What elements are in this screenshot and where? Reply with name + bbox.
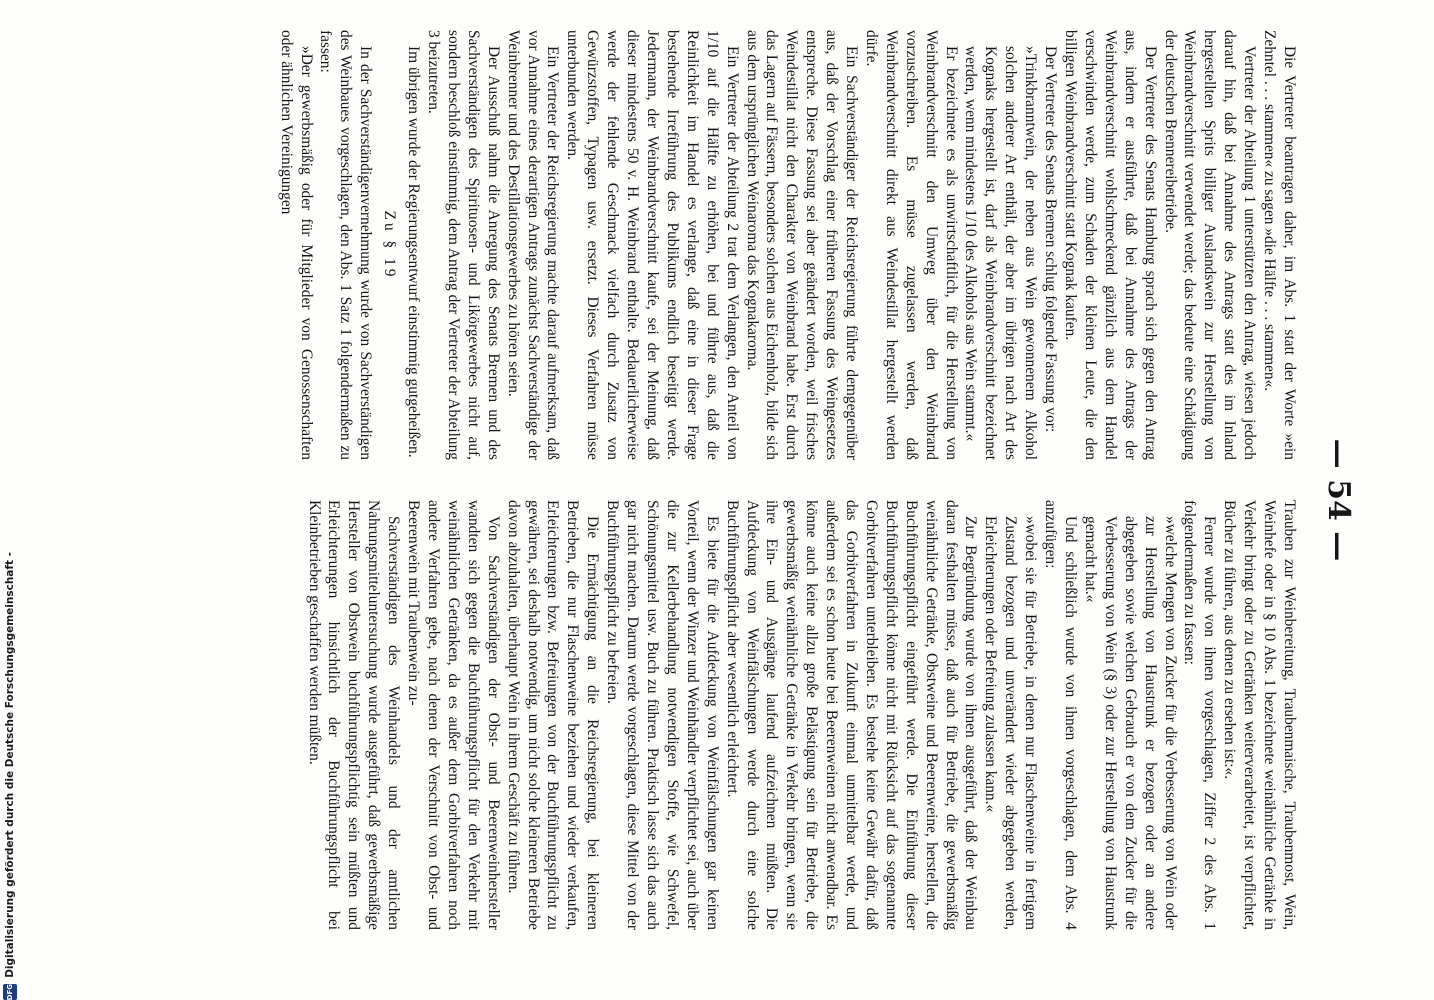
quoted-proposal: »welche Mengen von Zucker für die Verbesserung von Wein oder zur Herstellung von Haustrunk er bezogen oder an andere abgegeben sowie welchen Gebrauch er von dem Zucker für die Verbesserung von Wein (§ 3) oder zur Herstellung von Haustrunk gemacht hat.«	[1081, 516, 1179, 930]
paragraph: Im übrigen wurde der Regierungsentwurf einstimmig gutgeheißen.	[405, 46, 423, 458]
paragraph: Der Ausschuß nahm die Anregung des Senats Bremen und des Sachverständigen des Spirituosen- und Likörgewerbes nicht auf, sondern beschloß einstimmig, dem Antrag der Vertreter der Abteilung 3 beizutreten.	[425, 30, 502, 460]
paragraph: Und schließlich wurde von ihnen vorgeschlagen, dem Abs. 4 anzufügen:	[1042, 500, 1080, 930]
left-column	[169, 30, 1299, 460]
section-heading: Zu § 19	[381, 210, 399, 280]
paragraph: Die Vertreter beantragen daher, im Abs. 1 statt der Worte »ein Zehntel . . . stammen« zu sagen »die Hälfte . . . stammen«.	[1261, 30, 1298, 460]
paragraph: Von Sachverständigen der Obst- und Beerenweinhersteller wandten sich gegen die Buchführungspflicht für den Verkehr mit weinähnlichen Getränken, da es außer dem Gorbitverfahren noch andere Verfahren gebe, nach denen der Verschnitt von Obst- und Beerenwein mit Traubenwein zu-	[405, 500, 502, 930]
paragraph: Der Vertreter des Senats Hamburg sprach sich gegen den Antrag aus, indem er ausführte, daß bei Annahme des Antrags der Weinbrandverschnitt wohlschmeckend gänzlich aus dem Handel verschwinden werde, zum Schaden der kleinen Leute, die den billigen Weinbrandverschnitt statt Kognak kaufen.	[1062, 30, 1159, 460]
paragraph: Der Vertreter des Senats Bremen schlug folgende Fassung vor:	[1042, 46, 1060, 433]
paragraph: Trauben zur Weinbereitung, Traubenmaische, Traubenmost, Wein, Weinhefe oder in § 10 Abs. 1 bezeichnete weinähnliche Getränke in Verkehr bringt oder zu Getränken weiterverarbeitet, ist verpflichtet, Bücher zu führen, aus denen zu ersehen ist:«.	[1221, 500, 1298, 930]
page-number: — 54 —	[1321, 438, 1356, 562]
footer-credit: Digitalisierung gefördert durch die Deutsche Forschungsgemeinschaft -	[4, 551, 16, 978]
dfg-logo	[3, 984, 17, 1000]
paragraph: Es biete für die Aufdeckung von Weinfälschungen gar keinen Vorteil, wenn der Winzer und Weinhändler verpflichtet sei, auch über die zur Kellerbehandlung notwendigen Stoffe, wie Schwefel, Schönungsmittel usw. Buch zu führen. Praktisch lasse sich das auch gar nicht machen. Darum werde vorgeschlagen, diese Mittel von der Buchführungspflicht zu befreien.	[604, 500, 721, 930]
paragraph: Ein Sachverständiger der Reichsregierung führte demgegenüber aus, daß der Vorschlag einer früheren Fassung des Weingesetzes entspreche. Diese Fassung sei aber geändert worden, weil frisches Weindestillat nicht den Charakter von Weinbrand habe. Erst durch das Lagern auf Fässern, besonders solchen aus Eichenholz, bilde sich aus dem ursprünglichen Weinaroma das Kognakaroma.	[743, 30, 861, 460]
paragraph: Zur Begründung wurde von ihnen ausgeführt, daß der Weinbau daran festhalten müsse, daß auch für Betriebe, die gewerbsmäßig weinähnliche Getränke, Obstweine und Beerenweine, herstellen, die Buchführungspflicht eingeführt werde. Die Einführung dieser Buchführungspflicht könne nicht mit Rücksicht auf das sogenannte Gorbitverfahren unterbleiben. Es bestehe keine Gewähr dafür, daß das Gorbitverfahren in Zukunft einmal unmittelbar werde, und außerdem sei es schon heute bei Beerenweinen nicht anwendbar. Es könne auch keine allzu große Belästigung sein für Betriebe, die gewerbsmäßig weinähnliche Getränke in Verkehr bringen, wenn sie ihre Ein- und Ausgänge laufend aufzeichnen müßten. Die Aufdeckung von Weinfälschungen werde durch eine solche Buchführungspflicht aber wesentlich erleichtert.	[723, 500, 980, 930]
dfg-logo-text: DFG	[6, 983, 14, 1000]
paragraph: Die Ermächtigung an die Reichsregierung, bei kleineren Betrieben, die nur Flaschenweine beziehen und wieder verkaufen, Erleichterungen bzw. Befreiungen von der Buchführungspflicht zu gewähren, sei deshalb notwendig, um nicht solche kleineren Betriebe davon abzuhalten, überhaupt Wein in ihrem Geschäft zu führen.	[504, 500, 602, 930]
paragraph: Sachverständigen des Weinhandels und der amtlichen Nahrungsmitteluntersuchung wurde ausgeführt, daß gewerbsmäßige Hersteller von Obstwein buchführungspflichtig sein müßten und Erleichterungen hinsichtlich der Buchführungspflicht bei Kleinbetrieben geschaffen werden müßten.	[305, 500, 403, 930]
paragraph: In der Sachverständigenvernehmung wurde von Sachverständigen des Weinbaues vorgeschlagen, den Abs. 1 Satz 1 folgendermaßen zu fassen:	[317, 30, 375, 460]
digitization-footer	[0, 551, 20, 1000]
paragraph: »Der gewerbsmäßig oder für Mitglieder von Genossenschaften oder ähnlichen Vereinigungen	[277, 30, 315, 460]
quoted-proposal: »Trinkbranntwein, der neben aus Wein gewonnenem Alkohol solchen anderer Art enthält, der aber im übrigen nach Art des Kognaks hergestellt ist, darf als Weinbrandverschnitt bezeichnet werden, wenn mindestens 1/10 des Alkohols aus Wein stammt.«	[962, 46, 1040, 460]
paragraph: Vertreter der Abteilung 1 unterstützten den Antrag, wiesen jedoch darauf hin, daß bei Annahme des Antrags statt des im Inland hergestellten Sprits billiger Auslandswein zur Herstellung von Weinbrandverschnitt verwendet werde; das bedeute eine Schädigung der deutschen Brennereibetriebe.	[1161, 30, 1259, 460]
paragraph: Ferner wurde von ihnen vorgeschlagen, Ziffer 2 des Abs. 1 folgendermaßen zu fassen:	[1181, 500, 1219, 930]
paragraph: Ein Vertreter der Reichsregierung machte darauf aufmerksam, daß vor Annahme eines derartigen Antrags zunächst Sachverständige der Weinbrenner und des Destillationsgewerbes zu hören seien.	[504, 30, 562, 460]
quoted-proposal: »wobei sie für Betriebe, in denen nur Flaschenweine in fertigem Zustand bezogen und unverändert wieder abgegeben werden, Erleichterungen oder Befreiung zulassen kann.«	[982, 516, 1040, 930]
paragraph: Ein Vertreter der Abteilung 2 trat dem Verlangen, den Anteil von 1/10 auf die Hälfte zu erhöhen, bei und führte aus, daß die Reinlichkeit im Handel es verlange, daß eine in dieser Frage bestehende Irreführung des Publikums endlich beseitigt werde. Jedermann, der Weinbrandverschnitt kaufe, sei der Meinung, daß dieser mindestens 50 v. H. Weinbrand enthalte. Bedauerlicherweise werde der fehlende Geschmack vielfach durch Zusatz von Gewürzstoffen, Typagen usw. ersetzt. Dieses Verfahren müsse unterbunden werden.	[564, 30, 741, 460]
paragraph: Er bezeichnete es als unwirtschaftlich, für die Herstellung von Weinbrandverschnitt den Umweg über den Weinbrand vorzuschreiben. Es müsse zugelassen werden, daß Weinbrandverschnitt direkt aus Weindestillat hergestellt werden dürfe.	[862, 30, 960, 460]
right-column	[169, 500, 1299, 930]
